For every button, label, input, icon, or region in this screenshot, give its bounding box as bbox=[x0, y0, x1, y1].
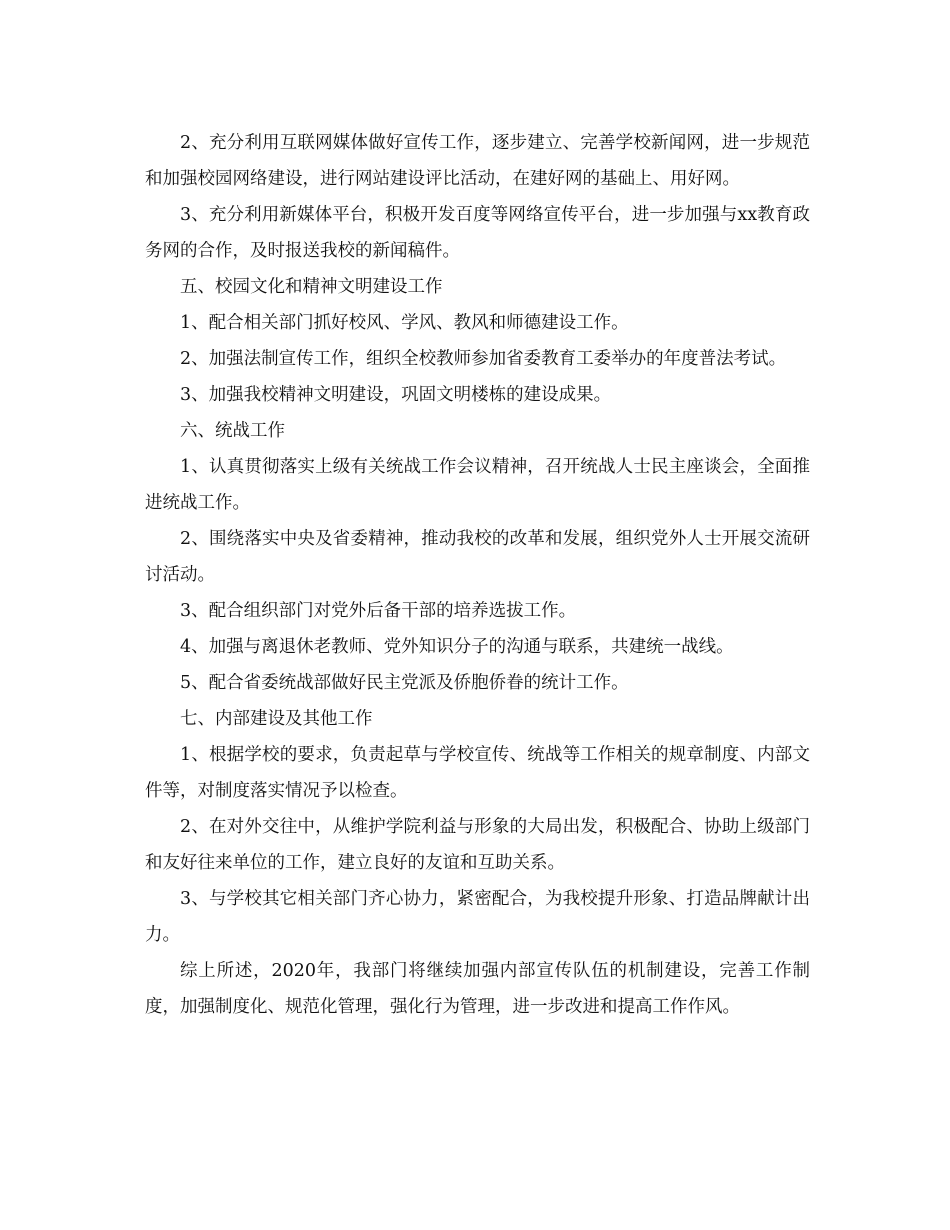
paragraph-item: 5、配合省委统战部做好民主党派及侨胞侨眷的统计工作。 bbox=[180, 673, 629, 693]
section-heading: 五、校园文化和精神文明建设工作 bbox=[180, 277, 443, 297]
paragraph-item: 1、认真贯彻落实上级有关统战工作会议精神，召开统战人士民主座谈会，全面推进统战工作。 bbox=[145, 457, 810, 513]
paragraph-item: 3、与学校其它相关部门齐心协力，紧密配合，为我校提升形象、打造品牌献计出力。 bbox=[145, 889, 810, 945]
paragraph-item: 2、围绕落实中央及省委精神，推动我校的改革和发展，组织党外人士开展交流研讨活动。 bbox=[145, 529, 810, 585]
section-heading: 七、内部建设及其他工作 bbox=[180, 709, 373, 729]
paragraph-item: 3、加强我校精神文明建设，巩固文明楼栋的建设成果。 bbox=[180, 385, 612, 405]
paragraph-item: 1、根据学校的要求，负责起草与学校宣传、统战等工作相关的规章制度、内部文件等，对制度落实情况予以检查。 bbox=[145, 745, 810, 801]
paragraph-item: 1、配合相关部门抓好校风、学风、教风和师德建设工作。 bbox=[180, 313, 629, 333]
paragraph-item: 2、在对外交往中，从维护学院利益与形象的大局出发，积极配合、协助上级部门和友好往来单位的工作，建立良好的友谊和互助关系。 bbox=[145, 817, 810, 873]
document-body bbox=[145, 125, 810, 1025]
paragraph-item: 3、充分利用新媒体平台，积极开发百度等网络宣传平台，进一步加强与xx教育政务网的合作，及时报送我校的新闻稿件。 bbox=[145, 205, 810, 261]
paragraph-item: 4、加强与离退休老教师、党外知识分子的沟通与联系，共建统一战线。 bbox=[180, 637, 734, 657]
paragraph-item: 2、充分利用互联网媒体做好宣传工作，逐步建立、完善学校新闻网，进一步规范和加强校园网络建设，进行网站建设评比活动，在建好网的基础上、用好网。 bbox=[145, 133, 810, 189]
paragraph-item: 2、加强法制宣传工作，组织全校教师参加省委教育工委举办的年度普法考试。 bbox=[180, 349, 787, 369]
summary-paragraph: 综上所述，2020年，我部门将继续加强内部宣传队伍的机制建设，完善工作制度，加强制度化、规范化管理，强化行为管理，进一步改进和提高工作作风。 bbox=[145, 961, 810, 1017]
paragraph-item: 3、配合组织部门对党外后备干部的培养选拔工作。 bbox=[180, 601, 577, 621]
section-heading: 六、统战工作 bbox=[180, 421, 285, 441]
